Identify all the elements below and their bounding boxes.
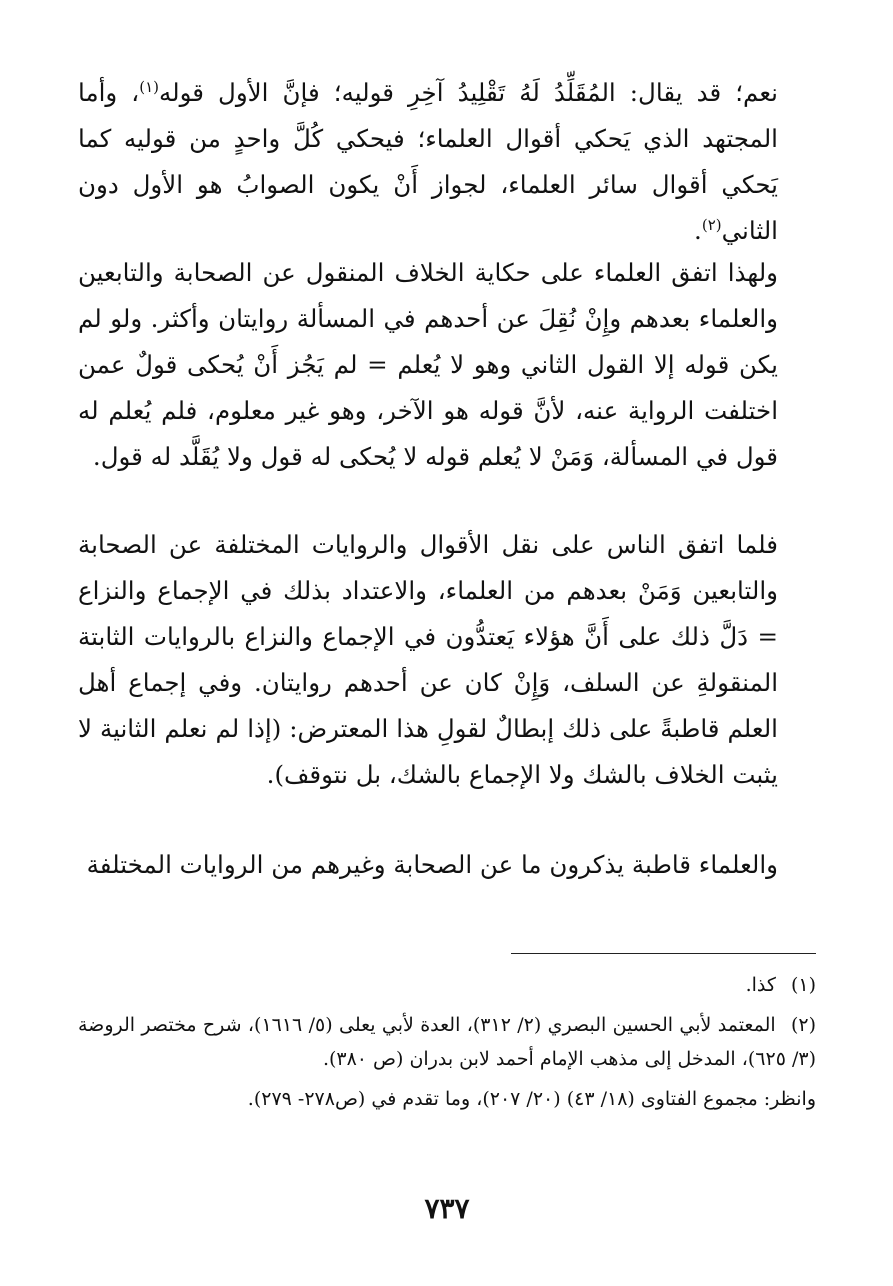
footnote-2-continuation bbox=[78, 1082, 816, 1116]
footnote-text: المعتمد لأبي الحسين البصري (٢/ ٣١٢)، العدة لأبي يعلى (٥/ ١٦١٦)، شرح مختصر الروضة (٣/ ٦٢٥)، المدخل إلى مذهب الإمام أحمد لابن بدران (ص ٣٨٠). bbox=[78, 1014, 816, 1070]
footnote-number: (٢) bbox=[790, 1014, 816, 1036]
paragraph-1-text-b: ، وأما المجتهد الذي يَحكي أقوال العلماء؛ فيحكي كُلَّ واحدٍ من قوليه كما يَحكي أقوال سائر العلماء، لجواز أَنْ يكون الصوابُ هو الأول دون الثاني bbox=[78, 78, 778, 245]
footnotes bbox=[78, 968, 816, 1122]
footnote-number: (١) bbox=[790, 974, 816, 996]
paragraph-1-text-a: نعم؛ قد يقال: المُقَلِّدُ لَهُ تَقْلِيدُ آخِرِ قوليه؛ فإنَّ الأول قوله bbox=[159, 78, 778, 107]
footnote-text: وانظر: مجموع الفتاوى (١٨/ ٤٣) (٢٠/ ٢٠٧)، وما تقدم في (ص٢٧٨- ٢٧٩). bbox=[247, 1088, 816, 1110]
footnote-divider bbox=[511, 953, 816, 954]
paragraph-1 bbox=[78, 70, 816, 254]
paragraph-2: ولهذا اتفق العلماء على حكاية الخلاف المنقول عن الصحابة والتابعين والعلماء بعدهم وإِنْ نُقِلَ عن أحدهم في المسألة روايتان وأكثر. ولو لم يكن قوله إلا القول الثاني وهو لا يُعلم = لم يَجُز أَنْ يُحكى قولٌ عمن اختلفت الرواية عنه، لأنَّ قوله هو الآخر، وهو غير معلوم، فلم يُعلم له قول في المسألة، وَمَنْ لا يُعلم قوله لا يُحكى له قول ولا يُقَلَّد له قول. bbox=[78, 258, 778, 471]
footnote-text: كذا. bbox=[745, 974, 776, 996]
footnote-ref-1: (١) bbox=[139, 77, 159, 96]
page-number: ٧٣٧ bbox=[424, 1192, 470, 1225]
paragraph-1-end: . bbox=[694, 216, 702, 245]
paragraph-4: والعلماء قاطبة يذكرون ما عن الصحابة وغيرهم من الروايات المختلفة bbox=[86, 850, 778, 879]
footnote-1 bbox=[78, 968, 816, 1002]
footnote-ref-2: (٢) bbox=[701, 215, 722, 234]
paragraph-3: فلما اتفق الناس على نقل الأقوال والروايات المختلفة عن الصحابة والتابعين وَمَنْ بعدهم من العلماء، والاعتداد بذلك في الإجماع والنزاع = دَلَّ ذلك على أَنَّ هؤلاء يَعتدُّون في الإجماع والنزاع بالروايات الثابتة المنقولةِ عن السلف، وَإِنْ كان عن أحدهم روايتان. وفي إجماع أهل العلم قاطبةً على ذلك إبطالٌ لقولِ هذا المعترض: (إذا لم نعلم الثانية لا يثبت الخلاف بالشك ولا الإجماع بالشك، بل نتوقف). bbox=[78, 530, 778, 789]
footnote-2 bbox=[78, 1008, 816, 1076]
book-page bbox=[78, 60, 816, 1260]
